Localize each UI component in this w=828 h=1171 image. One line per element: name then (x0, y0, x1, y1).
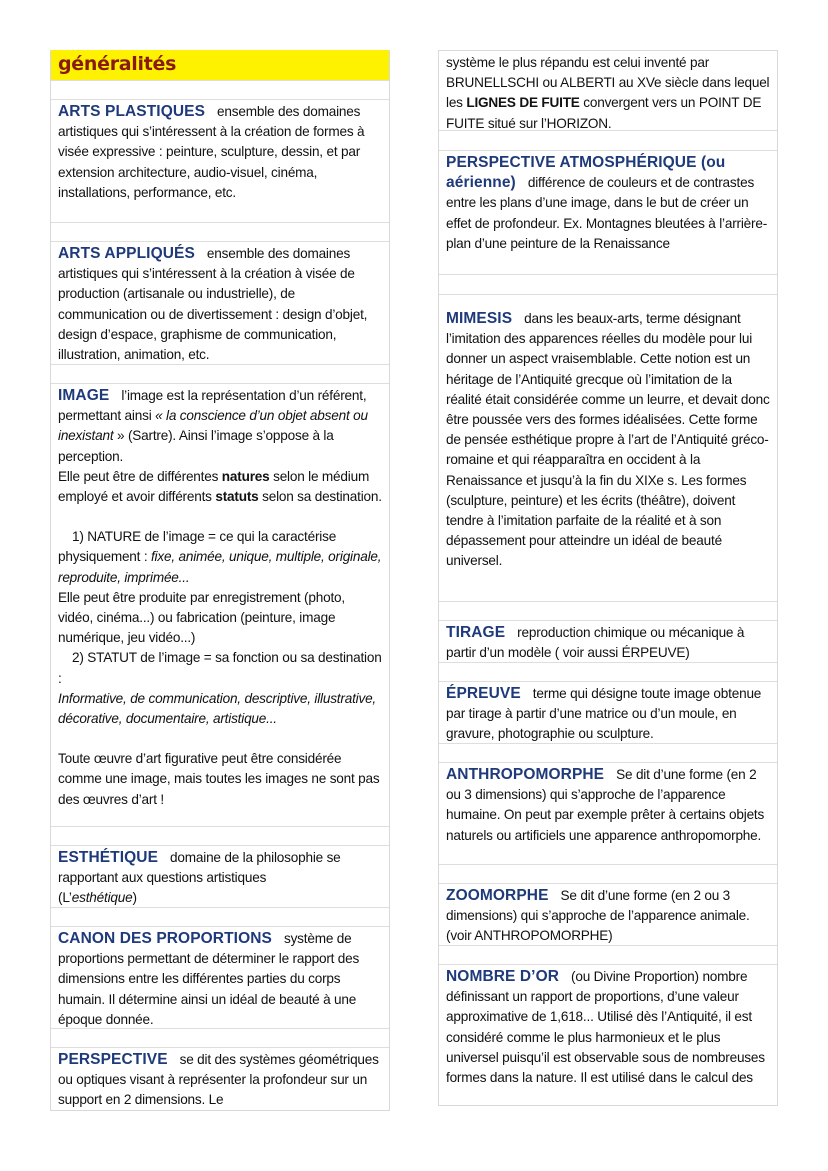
entry-mimesis (439, 295, 777, 602)
term-definition: se dit des systèmes géométriques ou optiques visant à représenter la profondeur sur un support en 2 dimensions. Le (58, 1052, 379, 1108)
esthetique-italic: esthétique (71, 890, 133, 906)
lignes-de-fuite-bold: LIGNES DE FUITE (466, 95, 580, 111)
entry-tirage (439, 621, 777, 663)
term-heading: MIMESIS (446, 310, 513, 327)
right-column (438, 50, 778, 1106)
natures-sentence-cont: selon le médium employé et avoir différents (58, 468, 370, 505)
sartre-quote: « la conscience d’un objet absent ou inexistant (58, 408, 368, 444)
term-definition: Se dit d’une forme (en 2 ou 3 dimensions) qui s’approche de l’apparence humaine. On peut par exemple prêter à certains objets naturels ou artificiels une apparence anthropomorphe. (446, 767, 765, 843)
statut-list: Informative, de communication, descriptive, illustrative, décorative, documentaire, artistique... (58, 690, 377, 727)
entry-arts-plastiques (51, 100, 389, 223)
spacer-row (439, 946, 777, 965)
nature-description: Elle peut être produite par enregistrement (photo, vidéo, cinéma...) ou fabrication (peinture, image numérique, jeu vidéo...) (58, 589, 345, 646)
section-title: généralités (58, 53, 177, 75)
term-definition: système de proportions permettant de déterminer le rapport des dimensions entre les différentes parties du corps humain. Il détermine ainsi un idéal de beauté à une époque donnée. (58, 931, 360, 1027)
term-definition: domaine de la philosophie se rapportant aux questions artistiques (58, 850, 341, 886)
term-heading: CANON DES PROPORTIONS (58, 930, 272, 947)
term-definition: Se dit d’une forme (en 2 ou 3 dimensions) qui s’approche de l’apparence animale. (voir ANTHROPOMORPHE) (446, 888, 750, 944)
nature-label: 1) NATURE de l’image = ce qui la caractérise physiquement : (58, 529, 337, 565)
entry-image (51, 384, 389, 827)
spacer-row (51, 365, 389, 384)
spacer-row (51, 908, 389, 927)
natures-bold: natures (221, 468, 270, 484)
entry-epreuve (439, 682, 777, 744)
term-definition: système le plus répandu est celui inventé par BRUNELLSCHI ou ALBERTI au XVe siècle dans lequel les (446, 55, 770, 111)
blank-line (58, 507, 382, 527)
entry-perspective-atmospherique (439, 151, 777, 275)
spacer-row (439, 663, 777, 682)
term-definition: ensemble des domaines artistiques qui s’intéressent à la création à visée de production (artisanale ou industrielle), de communication ou de divertissement : design d’objet, design d’espace, graphisme de communication, illustration, animation, etc. (58, 246, 368, 363)
entry-esthetique (51, 846, 389, 908)
term-definition: (ou Divine Proportion) nombre définissant un rapport de proportions, d’une valeur approximative de 1,618... Utilisé dès l’Antiquité, il est considéré comme le plus harmonieux et le plus universel puisqu’il est observable sous de nombreuses formes dans la nature. Il est utilisé dans le calcul des (446, 969, 765, 1086)
term-heading: NOMBRE D’OR (446, 968, 560, 985)
term-heading: PERSPECTIVE (58, 1051, 168, 1068)
blank-line (58, 729, 382, 749)
term-definition: reproduction chimique ou mécanique à partir d’un modèle ( voir aussi ÉRPEUVE) (446, 625, 745, 661)
spacer-row (439, 865, 777, 884)
entry-nombre-d-or (439, 965, 777, 1105)
term-definition: différence de couleurs et de contrastes entre les plans d’une image, dans le but de créer un effet de profondeur. Ex. Montagnes bleutées à l’arrière-plan d’une peinture de la Renaissance (446, 175, 768, 251)
term-heading: TIRAGE (446, 624, 506, 641)
spacer-row (439, 744, 777, 763)
term-definition: ensemble des domaines artistiques qui s’intéressent à la création de formes à visée expressive : peinture, sculpture, dessin, et par extension architecture, audio-visuel, cinéma, installations, performance, etc. (58, 104, 365, 200)
term-heading: ÉPREUVE (446, 685, 521, 702)
term-heading: IMAGE (58, 387, 110, 404)
term-definition-cont: » (Sartre). Ainsi l’image s’oppose à la perception. (58, 428, 334, 464)
entry-perspective-continued (439, 51, 777, 131)
spacer-row (439, 131, 777, 151)
left-column (50, 50, 390, 1111)
term-heading: PERSPECTIVE ATMOSPHÉRIQUE (ou aérienne) (446, 154, 726, 192)
statut-label: 2) STATUT de l’image = sa fonction ou sa destination : (58, 650, 382, 686)
paren-open: (L’ (58, 890, 72, 906)
entry-anthropomorphe (439, 763, 777, 865)
spacer-row (51, 81, 389, 100)
nature-list: fixe, animée, unique, multiple, originale, reproduite, imprimée... (58, 549, 382, 585)
natures-sentence-end: selon sa destination. (258, 489, 382, 505)
spacer-row (51, 1029, 389, 1048)
entry-zoomorphe (439, 884, 777, 946)
paren-close: ) (132, 890, 137, 906)
spacer-row (51, 827, 389, 846)
term-definition: dans les beaux-arts, terme désignant l’imitation des apparences réelles du modèle pour lui donner un aspect vraisemblable. Cette notion est un héritage de l’Antiquité grecque où l’imitation de la réalité était considérée comme un leurre, et devait donc être poussée vers des formes idéalisées. Cette forme de pensée esthétique propre à l’art de l’Antiquité gréco-romaine et qui réapparaîtra en occident à la Renaissance et jusqu’à la fin du XIXe s. Les formes (sculpture, peinture) et les écrits (théâtre), doivent tendre à l’imitation parfaite de la réalité et à son dépassement pour atteindre un idéal de beauté universel. (446, 311, 770, 569)
term-heading: ZOOMORPHE (446, 887, 549, 904)
term-heading: ANTHROPOMORPHE (446, 766, 605, 783)
natures-sentence: Elle peut être de différentes (58, 468, 222, 484)
spacer-row (439, 275, 777, 295)
spacer-row (439, 602, 777, 621)
entry-arts-appliques (51, 242, 389, 365)
statuts-bold: statuts (215, 489, 259, 505)
term-definition: terme qui désigne toute image obtenue par tirage à partir d’une matrice ou d’un moule, en gravure, photographie ou sculpture. (446, 686, 762, 742)
term-heading: ARTS APPLIQUÉS (58, 245, 195, 262)
entry-perspective (51, 1048, 389, 1110)
term-heading: ESTHÉTIQUE (58, 849, 159, 866)
entry-canon-des-proportions (51, 927, 389, 1029)
term-definition-cont: convergent vers un POINT DE FUITE situé sur l’HORIZON. (446, 95, 762, 131)
section-title-row (51, 50, 389, 81)
term-heading: ARTS PLASTIQUES (58, 103, 206, 120)
image-conclusion: Toute œuvre d’art figurative peut être considérée comme une image, mais toutes les images ne sont pas des œuvres d’art ! (58, 751, 380, 807)
spacer-row (51, 223, 389, 242)
term-definition: l’image est la représentation d’un référent, permettant ainsi (58, 388, 367, 424)
